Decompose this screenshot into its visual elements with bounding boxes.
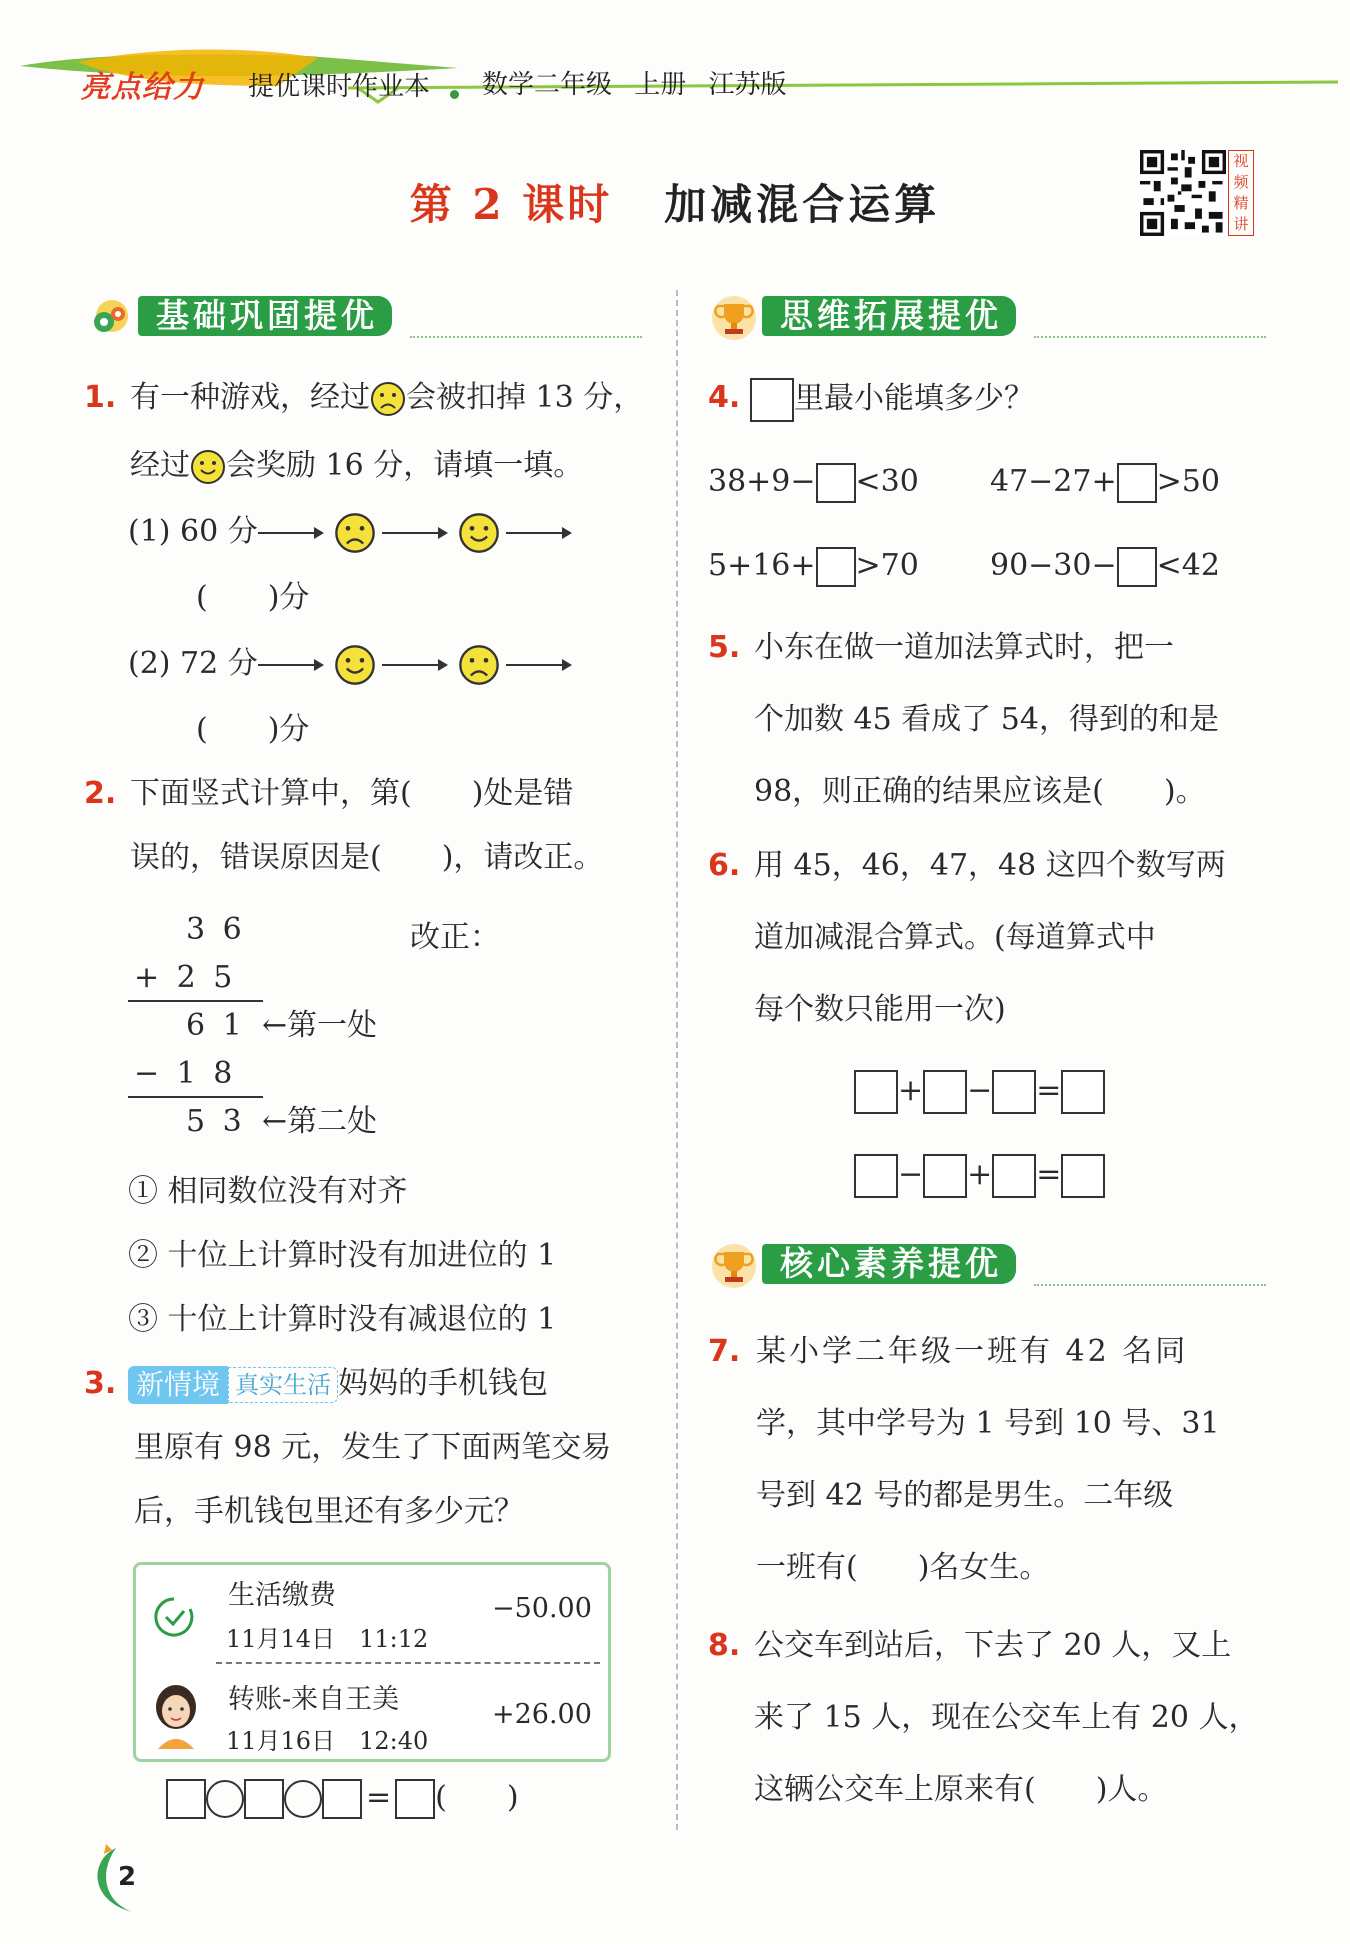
arrow-icon (258, 523, 328, 543)
smile-face-icon (190, 449, 226, 485)
q1-part1-answer[interactable]: ( )分 (196, 580, 310, 615)
question-text: 用 45，46，47，48 这四个数写两 (754, 848, 1226, 883)
transaction-1-date: 11月14日 11:12 (226, 1625, 429, 1653)
inequality-1-left: 38+9− (708, 464, 816, 499)
option-2: ② 十位上计算时没有加进位的 1 (128, 1238, 557, 1273)
equals-sign: = (366, 1780, 392, 1815)
section-divider (410, 336, 642, 338)
question-number: 1. (84, 380, 117, 415)
lesson-number: 第 2 课时 (409, 180, 613, 229)
operator-circle[interactable] (206, 1780, 244, 1818)
transaction-1-amount: −50.00 (492, 1593, 592, 1624)
transaction-2-title: 转账-来自王美 (228, 1684, 400, 1715)
question-number: 8. (708, 1628, 741, 1663)
equation-row-1 (854, 1068, 1105, 1114)
equals-sign: = (1036, 1157, 1062, 1192)
answer-box[interactable] (322, 1779, 362, 1819)
answer-box[interactable] (395, 1779, 435, 1819)
question-number: 4. (708, 380, 741, 415)
arrow-icon (382, 655, 452, 675)
q1-line2b: 会奖励 16 分，请填一填。 (226, 448, 584, 483)
inequality-1-right: <30 (855, 464, 919, 499)
inequality-4-right: <42 (1156, 548, 1220, 583)
vertical-calc-row: 5 3 (186, 1104, 242, 1139)
lesson-topic: 加减混合运算 (664, 180, 941, 229)
answer-box[interactable] (1061, 1070, 1105, 1114)
option-3: ③ 十位上计算时没有减退位的 1 (128, 1302, 557, 1337)
vertical-calc-row: + 2 5 (134, 960, 233, 995)
section-divider (1034, 336, 1266, 338)
video-lesson-tag: 视频精讲 (1228, 150, 1254, 236)
brand-logo-text: 亮点给力 (80, 70, 204, 105)
smile-face-icon (458, 512, 500, 554)
q1-part1 (128, 512, 576, 554)
error-marker-1: ←第一处 (262, 1008, 378, 1043)
gear-bulb-icon (84, 292, 136, 344)
transaction-1-title: 生活缴费 (228, 1580, 336, 1611)
question-number: 2. (84, 776, 117, 811)
question-text: 来了 15 人，现在公交车上有 20 人， (754, 1700, 1259, 1735)
q3-answer-equation (166, 1776, 519, 1820)
correction-label: 改正： (410, 920, 500, 955)
trophy-icon (708, 1240, 760, 1292)
q3-line1: 妈妈的手机钱包 (338, 1366, 549, 1401)
answer-box[interactable] (923, 1070, 967, 1114)
minus-sign: − (967, 1073, 993, 1108)
answer-box[interactable] (1061, 1154, 1105, 1198)
smile-face-icon (334, 644, 376, 686)
q1-part1-label: (1) 60 分 (128, 514, 258, 549)
question-text (128, 1364, 548, 1404)
answer-box[interactable] (1117, 547, 1157, 587)
inequality-3 (708, 546, 919, 587)
answer-box[interactable] (923, 1154, 967, 1198)
question-text: 号到 42 号的都是男生。二年级 (756, 1478, 1174, 1513)
question-number: 5. (708, 630, 741, 665)
question-text: 里原有 98 元，发生了下面两笔交易 (134, 1430, 612, 1465)
question-text: 每个数只能用一次) (754, 992, 1006, 1027)
operator-circle[interactable] (284, 1780, 322, 1818)
question-text: 98，则正确的结果应该是( )。 (754, 774, 1206, 809)
inequality-3-left: 5+16+ (708, 548, 816, 583)
calc-line (128, 1000, 263, 1002)
equation-row-2 (854, 1152, 1105, 1198)
arrow-icon (382, 523, 452, 543)
option-1: ① 相同数位没有对齐 (128, 1174, 408, 1209)
wallet-transactions-card (133, 1562, 611, 1762)
inequality-3-right: >70 (855, 548, 919, 583)
question-text: 小东在做一道加法算式时，把一 (754, 630, 1174, 665)
question-number: 6. (708, 848, 741, 883)
equals-sign: = (1036, 1073, 1062, 1108)
inequality-4-left: 90−30− (990, 548, 1117, 583)
arrow-icon (506, 655, 576, 675)
question-text: 一班有( )名女生。 (756, 1550, 1050, 1585)
answer-box[interactable] (244, 1779, 284, 1819)
question-text: 后，手机钱包里还有多少元？ (134, 1494, 524, 1529)
new-context-tag: 新情境 (128, 1366, 228, 1404)
question-text (750, 378, 1034, 422)
calc-line (128, 1096, 263, 1098)
card-separator (216, 1662, 600, 1664)
q4-line1: 里最小能填多少？ (794, 381, 1034, 416)
question-number: 3. (84, 1366, 117, 1401)
q1-part2-answer[interactable]: ( )分 (196, 712, 310, 747)
answer-box[interactable] (166, 1779, 206, 1819)
page-number: 2 (118, 1862, 137, 1892)
vertical-calc-row: 3 6 (186, 912, 242, 947)
inequality-2-left: 47−27+ (990, 464, 1117, 499)
payment-icon (150, 1593, 198, 1641)
plus-sign: + (898, 1073, 924, 1108)
question-text (130, 446, 583, 486)
qr-code-icon[interactable] (1140, 150, 1226, 236)
trophy-icon (708, 292, 760, 344)
question-text: 学，其中学号为 1 号到 10 号、31 (756, 1406, 1220, 1441)
sad-face-icon (370, 381, 406, 417)
arrow-icon (506, 523, 576, 543)
answer-box[interactable] (1117, 463, 1157, 503)
unit-blank[interactable]: ( ) (435, 1780, 519, 1815)
answer-box[interactable] (854, 1070, 898, 1114)
answer-box[interactable] (854, 1154, 898, 1198)
answer-box[interactable] (816, 463, 856, 503)
arrow-icon (258, 655, 328, 675)
series-name: 提优课时作业本 (248, 72, 431, 102)
minus-sign: − (898, 1157, 924, 1192)
inequality-2 (990, 462, 1220, 503)
real-life-tag: 真实生活 (228, 1367, 338, 1403)
sad-face-icon (458, 644, 500, 686)
section-header-core: 核心素养提优 (762, 1244, 1016, 1284)
transaction-2-date: 11月16日 12:40 (226, 1727, 429, 1755)
sad-face-icon (334, 512, 376, 554)
error-marker-2: ←第二处 (262, 1104, 378, 1139)
inequality-1 (708, 462, 919, 503)
q1-line1a: 有一种游戏，经过 (130, 380, 370, 415)
q1-line2a: 经过 (130, 448, 190, 483)
q1-part2 (128, 644, 576, 686)
inequality-4 (990, 546, 1220, 587)
answer-box (750, 378, 794, 422)
question-text: 道加减混合算式。(每道算式中 (754, 920, 1156, 955)
question-text: 个加数 45 看成了 54，得到的和是 (754, 702, 1219, 737)
book-info: 数学二年级 上册 江苏版 (482, 70, 787, 100)
column-divider (676, 290, 678, 1830)
plus-sign: + (967, 1157, 993, 1192)
question-text (130, 378, 643, 418)
vertical-calc-row: 6 1 (186, 1008, 242, 1043)
question-text: 下面竖式计算中，第( )处是错 (130, 776, 574, 811)
answer-box[interactable] (816, 547, 856, 587)
q1-line1b: 会被扣掉 13 分， (406, 380, 644, 415)
question-text: 公交车到站后，下去了 20 人，又上 (754, 1628, 1232, 1663)
header-dot (450, 90, 459, 99)
transaction-2-amount: +26.00 (492, 1699, 592, 1730)
section-divider (1034, 1284, 1266, 1286)
question-text: 某小学二年级一班有 42 名同 (756, 1334, 1189, 1369)
avatar (148, 1677, 204, 1749)
q1-part2-label: (2) 72 分 (128, 646, 258, 681)
answer-box[interactable] (992, 1070, 1036, 1114)
question-text: 这辆公交车上原来有( )人。 (754, 1772, 1168, 1807)
vertical-calc-row: − 1 8 (134, 1056, 233, 1091)
question-number: 7. (708, 1334, 741, 1369)
question-text: 误的，错误原因是( )，请改正。 (130, 840, 604, 875)
inequality-2-right: >50 (1156, 464, 1220, 499)
section-header-thinking: 思维拓展提优 (762, 296, 1016, 336)
answer-box[interactable] (992, 1154, 1036, 1198)
section-header-basic: 基础巩固提优 (138, 296, 392, 336)
